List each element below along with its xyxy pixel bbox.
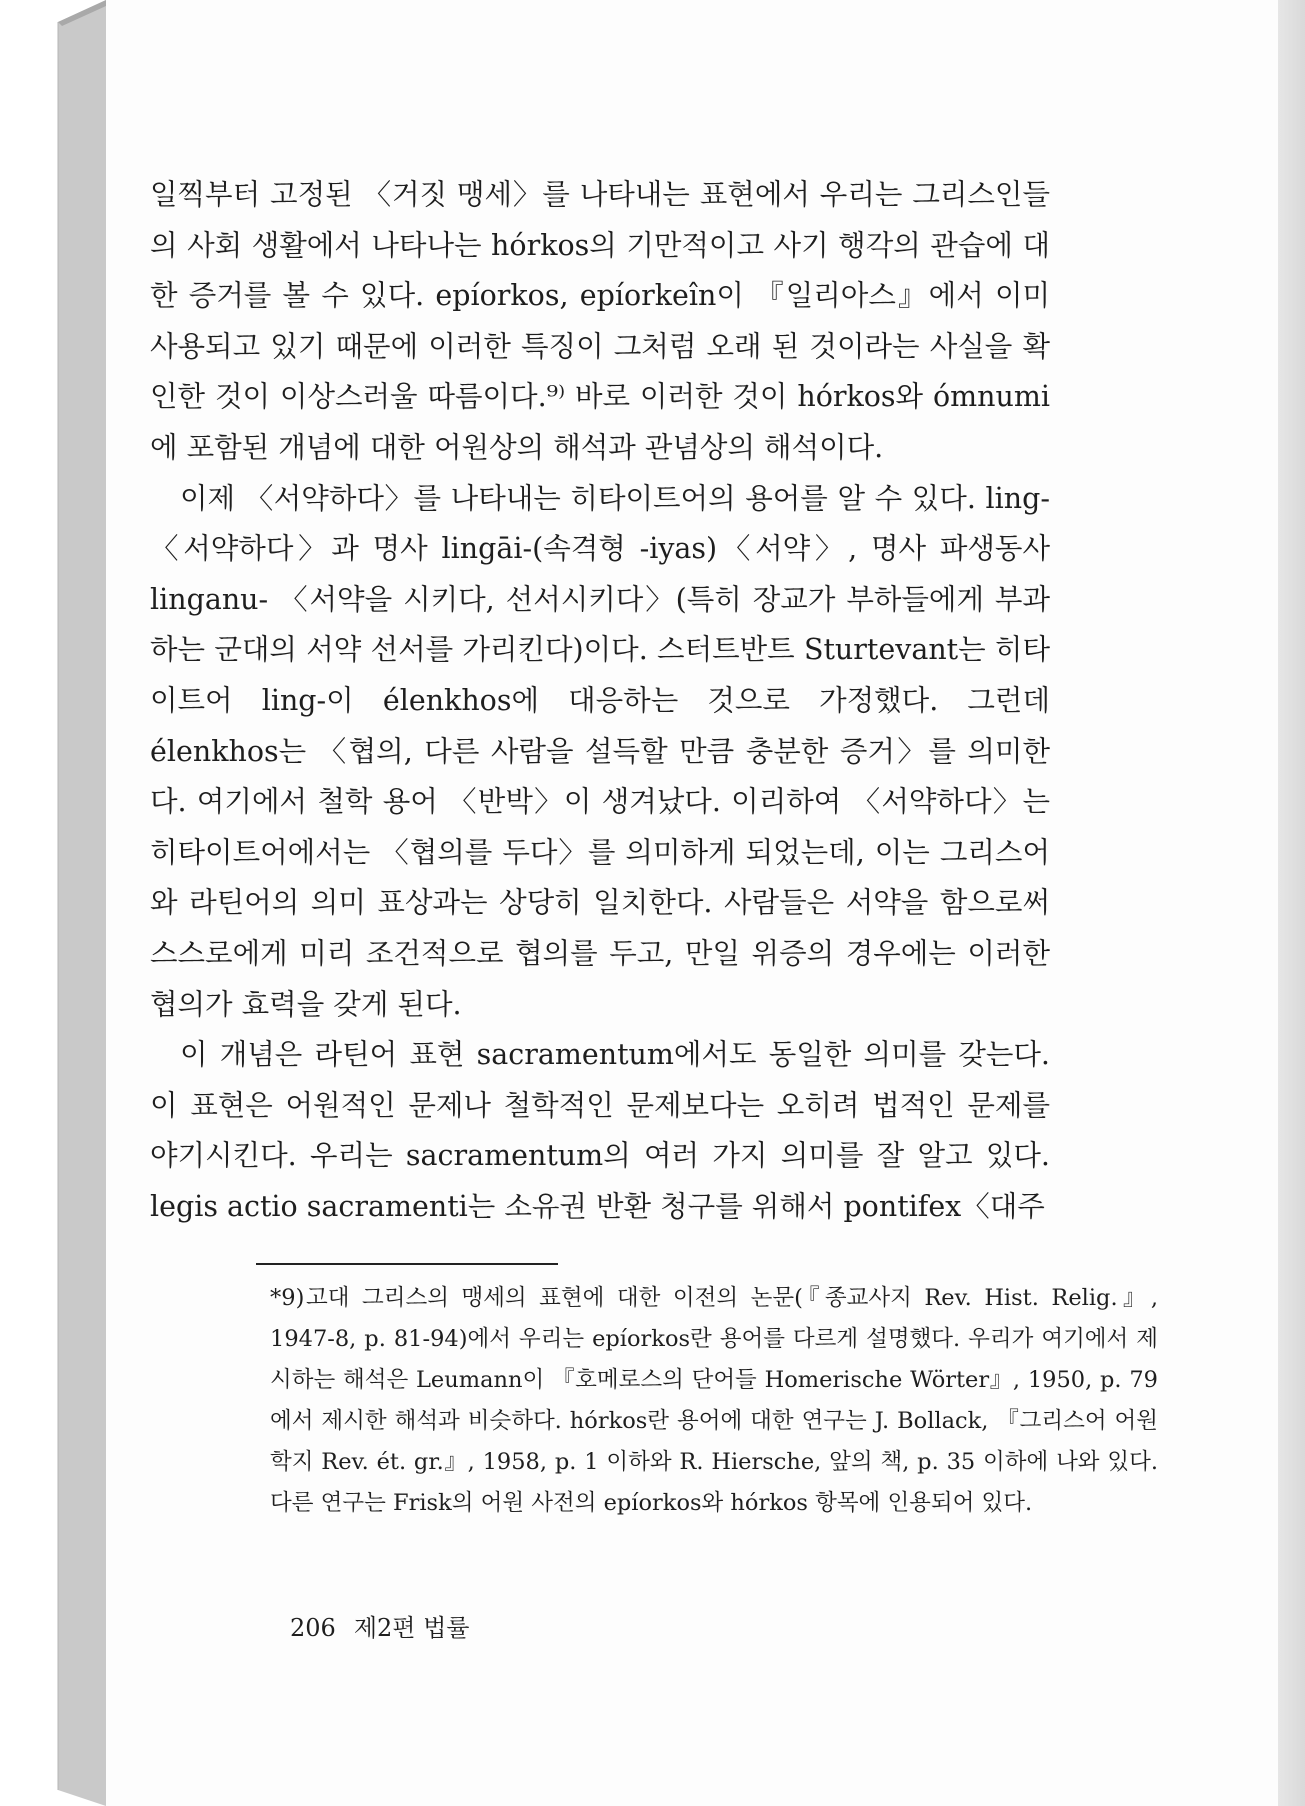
body-text	[150, 170, 1050, 1232]
footnote	[270, 1278, 1158, 1524]
section-title: 제2편 법률	[353, 1614, 470, 1642]
paragraph: 이제 〈서약하다〉를 나타내는 히타이트어의 용어를 알 수 있다. ling- 〈서약하다〉과 명사 lingāi-(속격형 -iyas)〈서약〉, 명사 파생동사 linganu- 〈서약을 시키다, 선서시키다〉(특히 장교가 부하들에게 부과하는 군대의 서약 선서를 가리킨다)이다. 스터트반트 Sturtevant는 히타이트어 ling-이 élenkhos에 대응하는 것으로 가정했다. 그런데 élenkhos는 〈협의, 다른 사람을 설득할 만큼 충분한 증거〉를 의미한다. 여기에서 철학 용어 〈반박〉이 생겨났다. 이리하여 〈서약하다〉는 히타이트어에서는 〈협의를 두다〉를 의미하게 되었는데, 이는 그리스어와 라틴어의 의미 표상과는 상당히 일치한다. 사람들은 서약을 함으로써 스스로에게 미리 조건적으로 협의를 두고, 만일 위증의 경우에는 이러한 협의가 효력을 갖게 된다.	[150, 481, 1050, 1021]
paragraph: 이 개념은 라틴어 표현 sacramentum에서도 동일한 의미를 갖는다. 이 표현은 어원적인 문제나 철학적인 문제보다는 오히려 법적인 문제를 야기시킨다. 우리는 sacramentum의 여러 가지 의미를 잘 알고 있다. legis actio sacramenti는 소유권 반환 청구를 위해서 pontifex〈대주	[150, 1038, 1050, 1223]
page-right-edge	[1278, 0, 1305, 1806]
page-number: 206	[290, 1614, 336, 1642]
footnote-text: 고대 그리스의 맹세의 표현에 대한 이전의 논문(『종교사지 Rev. Hist. Relig.』, 1947-8, p. 81-94)에서 우리는 epíorkos란 용어를 다르게 설명했다. 우리가 여기에서 제시하는 해석은 Leumann이 『호메로스의 단어들 Homerische Wörter』, 1950, p. 79에서 제시한 해석과 비슷하다. hórkos란 용어에 대한 연구는 J. Bollack, 『그리스어 어원학지 Rev. ét. gr.』, 1958, p. 1 이하와 R. Hiersche, 앞의 책, p. 35 이하에 나와 있다. 다른 연구는 Frisk의 어원 사전의 epíorkos와 hórkos 항목에 인용되어 있다.	[270, 1285, 1158, 1516]
paragraph: 일찍부터 고정된 〈거짓 맹세〉를 나타내는 표현에서 우리는 그리스인들의 사회 생활에서 나타나는 hórkos의 기만적이고 사기 행각의 관습에 대한 증거를 볼 수 있다. epíorkos, epíorkeîn이 『일리아스』에서 이미 사용되고 있기 때문에 이러한 특징이 그처럼 오래 된 것이라는 사실을 확인한 것이 이상스러울 따름이다.⁹⁾ 바로 이러한 것이 hórkos와 ómnumi에 포함된 개념에 대한 어원상의 해석과 관념상의 해석이다.	[150, 178, 1050, 464]
footnote-separator	[256, 1263, 558, 1265]
footnote-marker: *9)	[270, 1285, 305, 1311]
page-folio	[290, 1608, 469, 1643]
